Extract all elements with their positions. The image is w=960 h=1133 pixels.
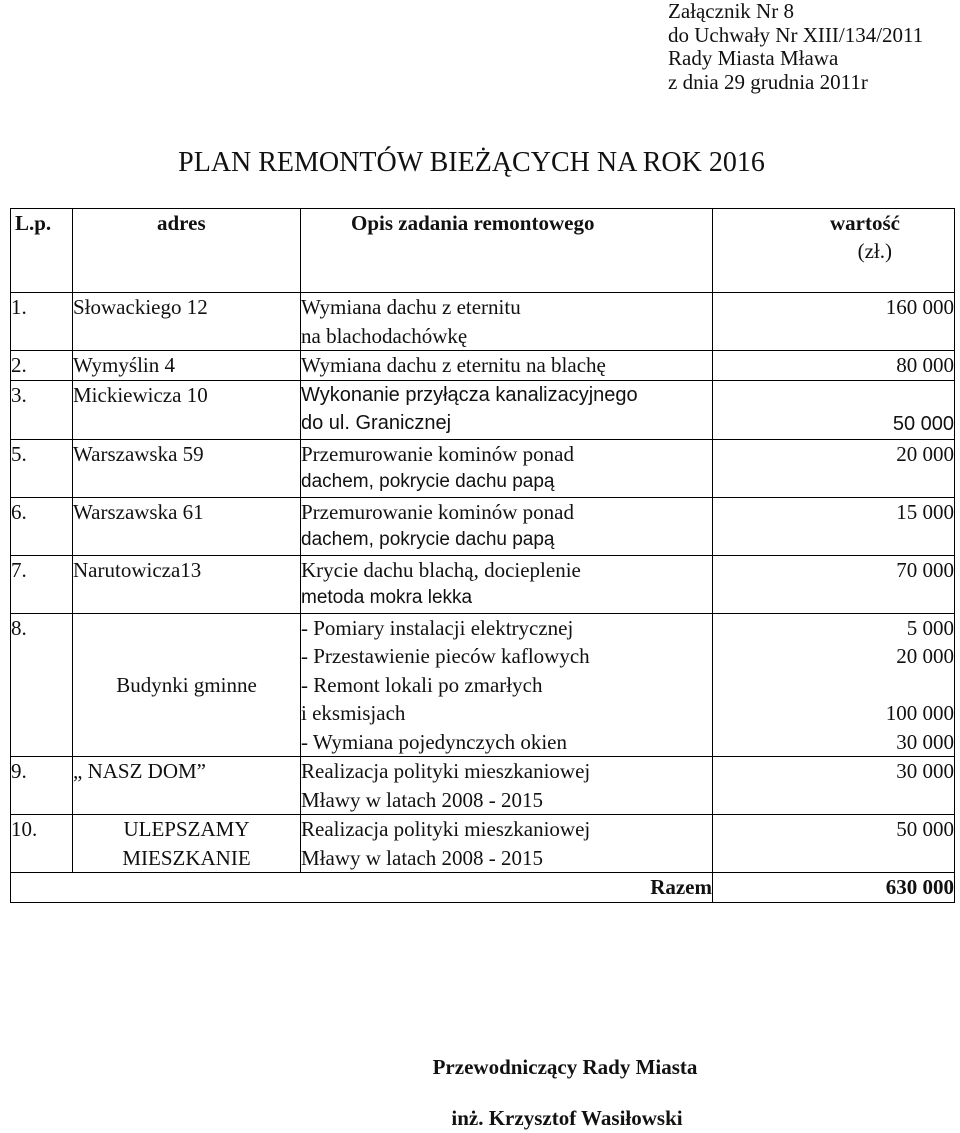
row-description bbox=[301, 815, 713, 873]
description-line: metoda mokra lekka bbox=[301, 587, 473, 608]
row-number: 6. bbox=[11, 497, 73, 555]
attachment-header bbox=[668, 0, 923, 94]
description-line: Wymiana dachu z eternitu na blachę bbox=[301, 353, 606, 377]
row-value: 20 000 bbox=[713, 439, 955, 497]
row-value-item: 20 000 bbox=[896, 644, 954, 668]
total-label: Razem bbox=[11, 873, 713, 903]
row-value-item: 5 000 bbox=[906, 615, 954, 640]
row-number: 10. bbox=[11, 815, 73, 873]
column-header-description: Opis zadania remontowego bbox=[301, 209, 713, 293]
row-description bbox=[301, 351, 713, 381]
row-value bbox=[713, 613, 955, 757]
column-header-no: L.p. bbox=[11, 209, 73, 293]
row-address: Warszawska 59 bbox=[73, 439, 301, 497]
description-line: na blachodachówkę bbox=[301, 323, 468, 348]
description-line: do ul. Granicznej bbox=[301, 412, 452, 434]
description-line: Krycie dachu blachą, docieplenie bbox=[301, 557, 581, 582]
signatory-role: Przewodniczący Rady Miasta bbox=[432, 1055, 698, 1079]
row-value bbox=[713, 380, 955, 439]
description-line: - Przestawienie pieców kaflowych bbox=[301, 644, 590, 668]
row-description bbox=[301, 757, 713, 815]
row-number: 9. bbox=[11, 757, 73, 815]
header-line-1: Załącznik Nr 8 bbox=[668, 0, 794, 23]
row-number: 3. bbox=[11, 380, 73, 439]
row-address: „ NASZ DOM” bbox=[73, 757, 301, 815]
row-value: 50 000 bbox=[713, 815, 955, 873]
row-value: 160 000 bbox=[713, 293, 955, 351]
description-line: Przemurowanie kominów ponad bbox=[301, 499, 574, 524]
table-row bbox=[11, 613, 955, 757]
row-address: Warszawska 61 bbox=[73, 497, 301, 555]
row-value: 30 000 bbox=[713, 757, 955, 815]
description-line: Wymiana dachu z eternitu bbox=[301, 295, 521, 319]
row-number: 8. bbox=[11, 613, 73, 757]
table-row bbox=[11, 815, 955, 873]
row-address: Budynki gminne bbox=[73, 613, 301, 757]
table-row bbox=[11, 293, 955, 351]
signatory-name: inż. Krzysztof Wasiłowski bbox=[451, 1106, 683, 1130]
column-header-value bbox=[713, 209, 955, 293]
table-row bbox=[11, 757, 955, 815]
description-line: Mławy w latach 2008 - 2015 bbox=[301, 845, 544, 870]
row-number: 2. bbox=[11, 351, 73, 381]
table-header-row bbox=[11, 209, 955, 293]
document-title bbox=[0, 146, 960, 180]
document-title-text: PLAN REMONTÓW BIEŻĄCYCH NA ROK 2016 bbox=[178, 147, 765, 178]
row-description bbox=[301, 497, 713, 555]
row-description bbox=[301, 380, 713, 439]
description-line: dachem, pokrycie dachu papą bbox=[301, 529, 555, 550]
row-address: Narutowicza13 bbox=[73, 555, 301, 613]
row-value-item: 30 000 bbox=[896, 729, 954, 754]
total-row bbox=[11, 873, 955, 903]
row-description bbox=[301, 555, 713, 613]
row-address: Wymyślin 4 bbox=[73, 351, 301, 381]
description-line: i eksmisjach bbox=[301, 701, 406, 725]
row-value: 80 000 bbox=[713, 351, 955, 381]
row-description bbox=[301, 439, 713, 497]
table-row bbox=[11, 555, 955, 613]
description-line: - Remont lokali po zmarłych bbox=[301, 672, 543, 697]
description-line: - Wymiana pojedynczych okien bbox=[301, 729, 568, 754]
table-row bbox=[11, 351, 955, 381]
column-header-value-label: wartość bbox=[830, 211, 900, 235]
description-line: Mławy w latach 2008 - 2015 bbox=[301, 787, 544, 812]
description-line: dachem, pokrycie dachu papą bbox=[301, 471, 555, 492]
row-number: 7. bbox=[11, 555, 73, 613]
total-value: 630 000 bbox=[713, 873, 955, 903]
description-line: Realizacja polityki mieszkaniowej bbox=[301, 759, 591, 783]
row-address bbox=[73, 815, 301, 873]
header-line-3: Rady Miasta Mława bbox=[668, 46, 839, 70]
row-description bbox=[301, 293, 713, 351]
table-row bbox=[11, 380, 955, 439]
description-line: Wykonanie przyłącza kanalizacyjnego bbox=[301, 383, 638, 406]
address-line: MIESZKANIE bbox=[122, 845, 251, 870]
row-value-text: 50 000 bbox=[892, 413, 954, 435]
row-number: 5. bbox=[11, 439, 73, 497]
description-line: Realizacja polityki mieszkaniowej bbox=[301, 817, 591, 841]
row-address: Słowackiego 12 bbox=[73, 293, 301, 351]
row-value-item: 100 000 bbox=[885, 701, 954, 725]
row-address: Mickiewicza 10 bbox=[73, 380, 301, 439]
header-line-4: z dnia 29 grudnia 2011r bbox=[668, 69, 868, 94]
address-line: ULEPSZAMY bbox=[123, 817, 250, 841]
column-header-address: adres bbox=[73, 209, 301, 293]
header-line-2: do Uchwały Nr XIII/134/2011 bbox=[668, 22, 924, 47]
row-value: 70 000 bbox=[713, 555, 955, 613]
table-row bbox=[11, 439, 955, 497]
row-number: 1. bbox=[11, 293, 73, 351]
column-header-value-unit: (zł.) bbox=[857, 239, 892, 263]
repair-plan-table bbox=[10, 208, 955, 903]
description-line: - Pomiary instalacji elektrycznej bbox=[301, 615, 574, 640]
description-line: Przemurowanie kominów ponad bbox=[301, 441, 574, 466]
table-row bbox=[11, 497, 955, 555]
row-description bbox=[301, 613, 713, 757]
row-value: 15 000 bbox=[713, 497, 955, 555]
